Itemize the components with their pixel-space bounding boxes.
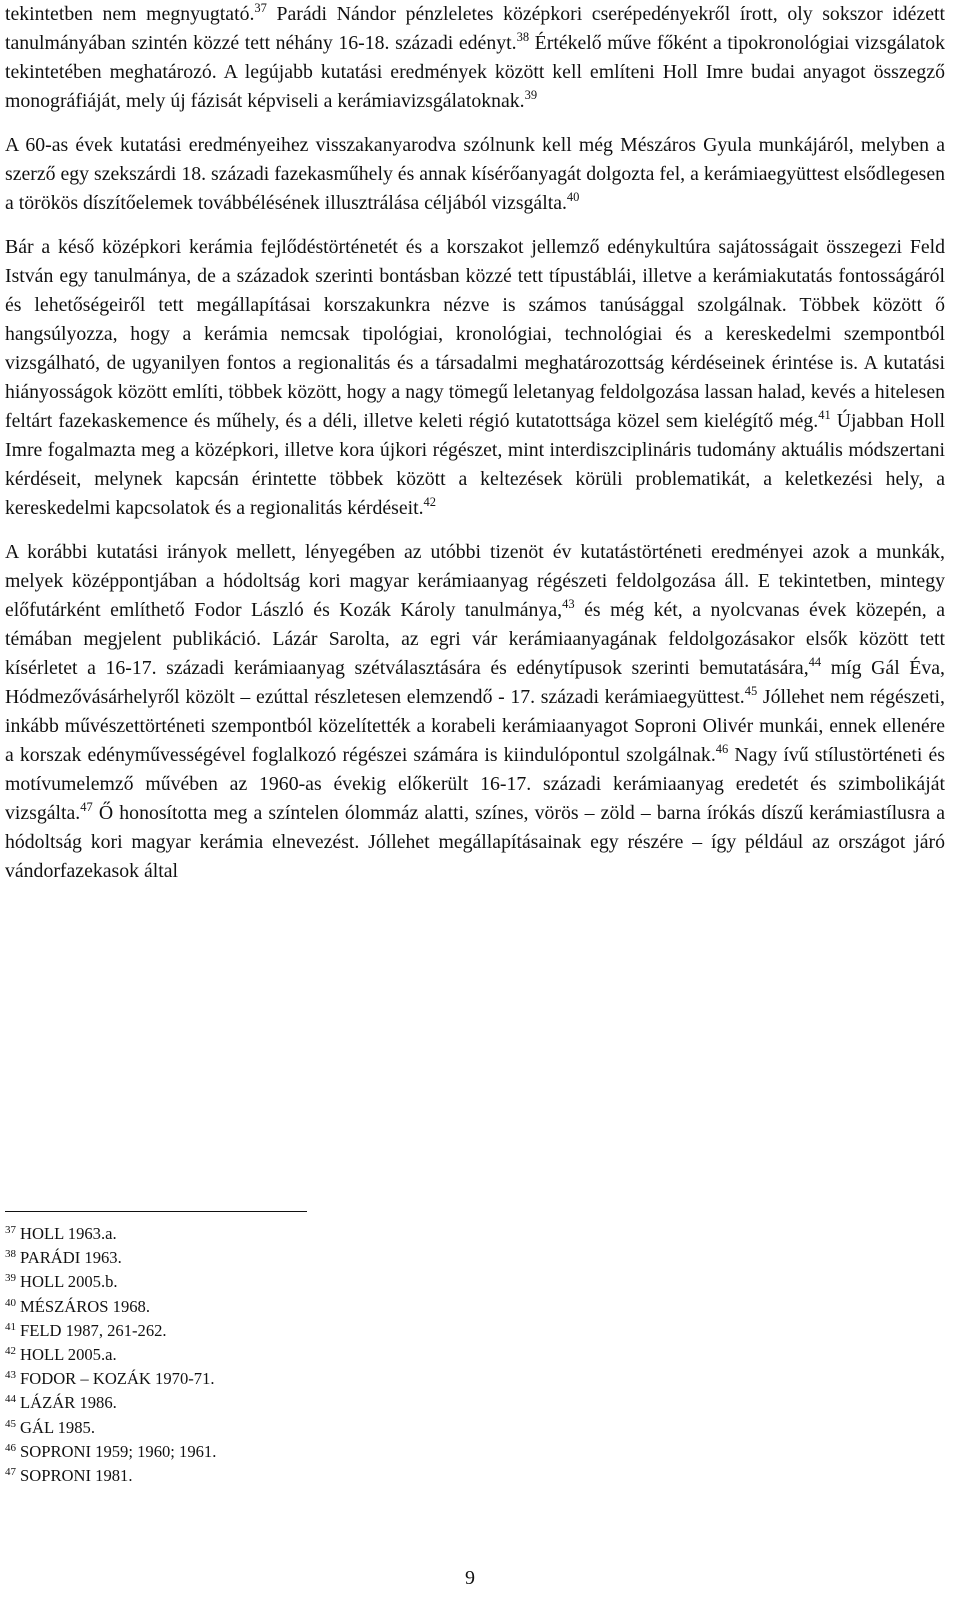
footnotes bbox=[5, 1222, 216, 1488]
footnote bbox=[5, 1440, 216, 1464]
footnote-text: HOLL 2005.b. bbox=[20, 1272, 118, 1292]
footnote bbox=[5, 1319, 216, 1343]
paragraph bbox=[5, 0, 945, 116]
footnote bbox=[5, 1222, 216, 1246]
footnote-number: 40 bbox=[5, 1296, 16, 1309]
footnote-text: FODOR – KOZÁK 1970-71. bbox=[20, 1369, 215, 1389]
footnote-number: 45 bbox=[5, 1417, 16, 1430]
footnote-text: HOLL 2005.a. bbox=[20, 1345, 117, 1365]
text-run: A 60-as évek kutatási eredményeihez visszakanyarodva szólnunk kell még Mészáros Gyula munkájáról, melyben a szerző egy szekszárdi 18. századi fazekasműhely és annak kísérőanyagát dolgozta fel, a kerámiaegyüttest elsődlegesen a törökös díszítőelemek továbbélésének illusztrálása céljából vizsgálta. bbox=[5, 134, 945, 214]
footnote-number: 41 bbox=[5, 1320, 16, 1333]
paragraph bbox=[5, 131, 945, 218]
footnote-reference: 40 bbox=[566, 190, 580, 204]
footnote bbox=[5, 1270, 216, 1294]
footnote-number: 46 bbox=[5, 1441, 16, 1454]
footnote-text: FELD 1987, 261-262. bbox=[20, 1320, 167, 1340]
footnote-number: 38 bbox=[5, 1248, 16, 1261]
text-run: és még két, a nyolcvanas évek közepén, a témában megjelent publikáció. Lázár Sarolta, az egri vár kerámiaanyagának feldolgozásakor elsők között tett kísérletet a 16-17. századi kerámiaanyag szétválasztására és edénytípusok szerinti bemutatására, bbox=[5, 599, 946, 679]
paragraph bbox=[5, 538, 945, 886]
footnote-reference: 37 bbox=[254, 1, 267, 15]
body-text bbox=[5, 0, 945, 886]
footnote-text: SOPRONI 1959; 1960; 1961. bbox=[20, 1441, 217, 1461]
footnote-reference: 39 bbox=[524, 88, 538, 102]
footnote bbox=[5, 1295, 216, 1319]
footnote bbox=[5, 1367, 216, 1391]
footnote-reference: 46 bbox=[715, 742, 729, 756]
footnote-number: 44 bbox=[5, 1393, 16, 1406]
footnote-text: LÁZÁR 1986. bbox=[20, 1393, 117, 1413]
footnote-number: 43 bbox=[5, 1369, 16, 1382]
footnote bbox=[5, 1391, 216, 1415]
footnote-reference: 43 bbox=[562, 597, 575, 611]
footnote-number: 42 bbox=[5, 1345, 16, 1358]
footnote-reference: 38 bbox=[516, 30, 530, 44]
footnote bbox=[5, 1416, 216, 1440]
footnote-text: SOPRONI 1981. bbox=[20, 1466, 133, 1486]
footnote bbox=[5, 1343, 216, 1367]
footnote-text: MÉSZÁROS 1968. bbox=[20, 1296, 151, 1316]
paragraph bbox=[5, 233, 945, 523]
footnote-number: 39 bbox=[5, 1272, 16, 1285]
footnote-reference: 44 bbox=[808, 655, 822, 669]
footnote-number: 37 bbox=[5, 1224, 16, 1236]
footnote-text: PARÁDI 1963. bbox=[20, 1248, 122, 1268]
footnote bbox=[5, 1246, 216, 1270]
footnote-reference: 47 bbox=[80, 800, 93, 814]
text-run: Parádi Nándor pénzleletes középkori cserépedényekről írott, oly sokszor idézett tanulmányában szintén közzé tett néhány 16-18. századi edényt. bbox=[5, 3, 946, 54]
footnote bbox=[5, 1464, 216, 1488]
text-run: Újabban Holl Imre fogalmazta meg a középkori, illetve kora újkori régészet, mint interdiszciplináris tudomány aktuális módszertani kérdéseit, melynek kapcsán érintette többek között a keltezések körüli problematikát, a keletkezési hely, a kereskedelmi kapcsolatok és a regionalitás kérdéseit. bbox=[5, 410, 945, 519]
footnote-number: 47 bbox=[5, 1466, 16, 1479]
footnote-separator bbox=[5, 1211, 307, 1212]
footnote-reference: 42 bbox=[423, 495, 437, 509]
text-run: Bár a késő középkori kerámia fejlődéstörténetét és a korszakot jellemző edénykultúra sajátosságait összegezi Feld István egy tanulmánya, de a századok szerinti bontásban közzé tett típustáblái, illetve a kerámiakutatás fontosságáról és lehetőségeiről tett megállapításai korszakunkra nézve is számos tanúsággal szolgálnak. Többek között ő hangsúlyozza, hogy a kerámia nemcsak tipológiai, kronológiai, technológiai és a kereskedelmi szempontból vizsgálható, de ugyanilyen fontos a regionalitás és a társadalmi meghatározottság kérdéseinek érintése is. A kutatási hiányosságok között említi, többek között, hogy a nagy tömegű leletanyag feldolgozása lassan halad, kevés a hitelesen feltárt fazekaskemence és műhely, és a déli, illetve keleti régió kutatottsága közel sem kielégítő még. bbox=[5, 236, 945, 432]
text-run: Ő honosította meg a színtelen ólommáz alatti, színes, vörös – zöld – barna írókás díszű kerámiastílusra a hódoltság kori magyar kerámia elnevezést. Jóllehet megállapításainak egy részére – így például az országot járó vándorfazekasok által bbox=[5, 802, 945, 882]
page-number: 9 bbox=[465, 1567, 475, 1589]
text-run: Értékelő műve főként a tipokronológiai vizsgálatok tekintetében meghatározó. A legújabb kutatási eredmények között kell említeni Holl Imre budai anyagot összegző monográfiáját, mely új fázisát képviseli a kerámiavizsgálatoknak. bbox=[5, 32, 945, 112]
text-run: Nagy ívű stílustörténeti és motívumelemző művében az 1960-as évekig előkerült 16-17. századi kerámiaanyag eredetét és szimbolikáját vizsgálta. bbox=[5, 744, 945, 824]
footnote-text: GÁL 1985. bbox=[20, 1417, 95, 1437]
text-run: Jóllehet nem régészeti, inkább művészettörténeti szempontból közelítették a korabeli kerámiaanyagot Soproni Olivér munkái, ennek ellenére a korszak edényművességével foglalkozó régészei számára is kiindulópontul szolgálnak. bbox=[5, 686, 946, 766]
text-run: A korábbi kutatási irányok mellett, lényegében az utóbbi tizenöt év kutatástörténeti eredményei azok a munkák, melyek középpontjában a hódoltság kori magyar kerámiaanyag régészeti feldolgozása áll. E tekintetben, mintegy előfutárként említhető Fodor László és Kozák Károly tanulmánya, bbox=[5, 541, 945, 621]
text-run: míg Gál Éva, Hódmezővásárhelyről közölt – ezúttal részletesen elemzendő - 17. századi kerámiaegyüttest. bbox=[5, 657, 945, 708]
footnote-reference: 45 bbox=[744, 684, 758, 698]
text-run: tekintetben nem megnyugtató. bbox=[5, 3, 255, 25]
footnote-text: HOLL 1963.a. bbox=[20, 1224, 117, 1243]
footnote-reference: 41 bbox=[818, 408, 831, 422]
